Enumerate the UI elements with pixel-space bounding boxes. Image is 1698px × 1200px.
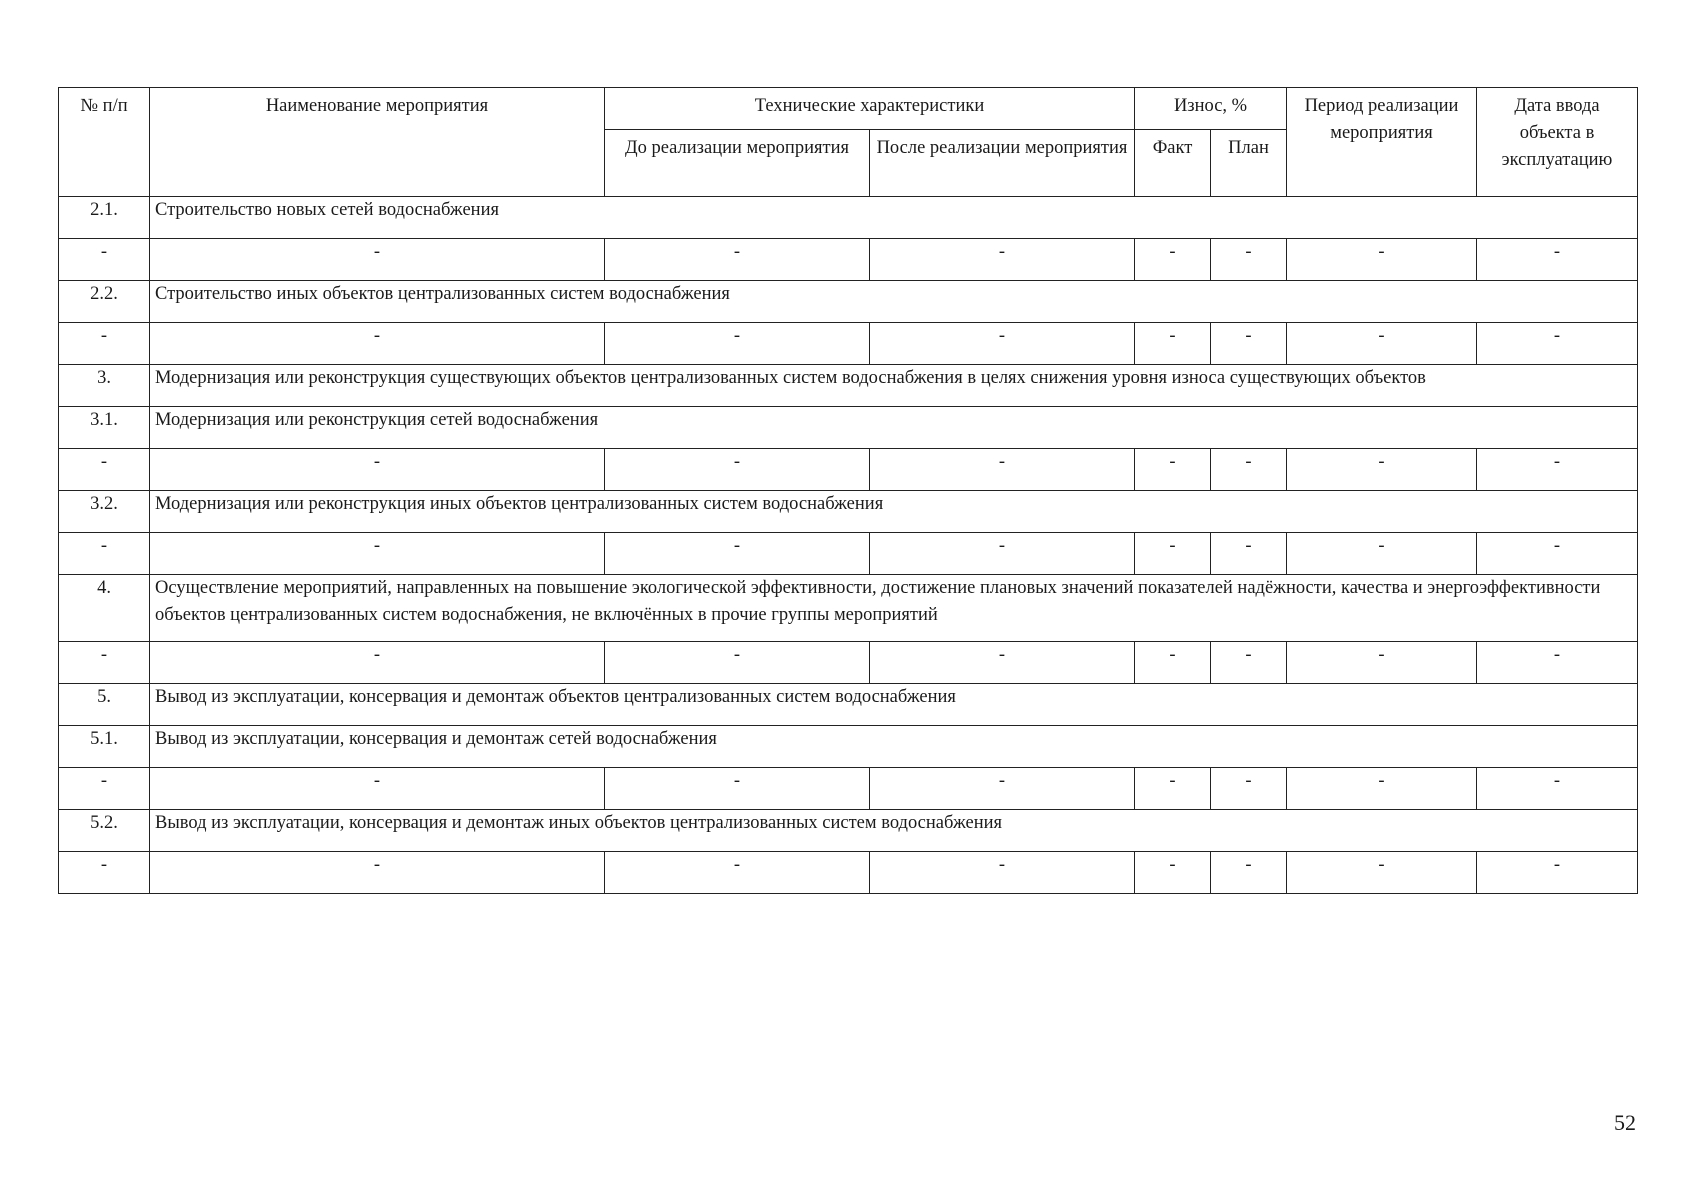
section-title: Модернизация или реконструкция существующих объектов централизованных систем водоснабжения в целях снижения уровня износа существующих объектов <box>150 365 1638 407</box>
cell-wear-fact: - <box>1135 449 1211 491</box>
cell-tech-after: - <box>870 449 1135 491</box>
table-row <box>59 852 1638 894</box>
cell-number: - <box>59 239 150 281</box>
section-row <box>59 726 1638 768</box>
cell-activity-name: - <box>150 449 605 491</box>
section-title: Вывод из эксплуатации, консервация и демонтаж объектов централизованных систем водоснабжения <box>150 684 1638 726</box>
cell-period: - <box>1287 533 1477 575</box>
cell-number: - <box>59 768 150 810</box>
section-number: 5. <box>59 684 150 726</box>
activities-table <box>58 87 1638 894</box>
cell-wear-fact: - <box>1135 642 1211 684</box>
section-row <box>59 810 1638 852</box>
cell-period: - <box>1287 642 1477 684</box>
header-tech-after: После реализации мероприятия <box>870 130 1135 197</box>
cell-number: - <box>59 449 150 491</box>
cell-wear-fact: - <box>1135 239 1211 281</box>
cell-tech-before: - <box>605 449 870 491</box>
section-row <box>59 197 1638 239</box>
section-title: Вывод из эксплуатации, консервация и демонтаж иных объектов централизованных систем водоснабжения <box>150 810 1638 852</box>
cell-number: - <box>59 533 150 575</box>
cell-commission-date: - <box>1477 768 1638 810</box>
cell-activity-name: - <box>150 323 605 365</box>
cell-tech-before: - <box>605 239 870 281</box>
header-period: Период реализации мероприятия <box>1287 88 1477 197</box>
section-row <box>59 575 1638 642</box>
cell-tech-before: - <box>605 642 870 684</box>
cell-activity-name: - <box>150 768 605 810</box>
cell-number: - <box>59 642 150 684</box>
section-row <box>59 684 1638 726</box>
cell-wear-plan: - <box>1211 642 1287 684</box>
header-tech-specs: Технические характеристики <box>605 88 1135 130</box>
cell-wear-plan: - <box>1211 852 1287 894</box>
table-row <box>59 239 1638 281</box>
table-row <box>59 533 1638 575</box>
section-row <box>59 491 1638 533</box>
cell-commission-date: - <box>1477 852 1638 894</box>
cell-commission-date: - <box>1477 533 1638 575</box>
cell-wear-fact: - <box>1135 323 1211 365</box>
table-row <box>59 323 1638 365</box>
cell-commission-date: - <box>1477 642 1638 684</box>
section-title: Модернизация или реконструкция сетей водоснабжения <box>150 407 1638 449</box>
section-number: 4. <box>59 575 150 642</box>
cell-tech-before: - <box>605 768 870 810</box>
cell-wear-plan: - <box>1211 768 1287 810</box>
cell-period: - <box>1287 852 1477 894</box>
section-number: 2.1. <box>59 197 150 239</box>
table-row <box>59 449 1638 491</box>
cell-tech-after: - <box>870 533 1135 575</box>
cell-wear-plan: - <box>1211 449 1287 491</box>
section-number: 5.2. <box>59 810 150 852</box>
header-number: № п/п <box>59 88 150 197</box>
cell-commission-date: - <box>1477 239 1638 281</box>
cell-tech-after: - <box>870 768 1135 810</box>
cell-activity-name: - <box>150 239 605 281</box>
cell-activity-name: - <box>150 852 605 894</box>
cell-period: - <box>1287 323 1477 365</box>
section-number: 3.2. <box>59 491 150 533</box>
cell-period: - <box>1287 768 1477 810</box>
cell-tech-after: - <box>870 642 1135 684</box>
cell-tech-before: - <box>605 323 870 365</box>
cell-period: - <box>1287 239 1477 281</box>
cell-tech-before: - <box>605 852 870 894</box>
section-title: Осуществление мероприятий, направленных на повышение экологической эффективности, достижение плановых значений показателей надёжности, качества и энергоэффективности объектов централизованных систем водоснабжения, не включённых в прочие группы мероприятий <box>150 575 1638 642</box>
header-wear-plan: План <box>1211 130 1287 197</box>
header-wear-fact: Факт <box>1135 130 1211 197</box>
page-number: 52 <box>1614 1110 1636 1135</box>
section-row <box>59 407 1638 449</box>
cell-activity-name: - <box>150 533 605 575</box>
section-number: 2.2. <box>59 281 150 323</box>
header-commission-date: Дата ввода объекта в эксплуатацию <box>1477 88 1638 197</box>
cell-wear-plan: - <box>1211 239 1287 281</box>
section-title: Модернизация или реконструкция иных объектов централизованных систем водоснабжения <box>150 491 1638 533</box>
table-row <box>59 768 1638 810</box>
cell-number: - <box>59 852 150 894</box>
cell-wear-fact: - <box>1135 768 1211 810</box>
header-activity-name: Наименование мероприятия <box>150 88 605 197</box>
cell-tech-after: - <box>870 852 1135 894</box>
cell-wear-plan: - <box>1211 323 1287 365</box>
section-title: Строительство иных объектов централизованных систем водоснабжения <box>150 281 1638 323</box>
cell-commission-date: - <box>1477 323 1638 365</box>
section-row <box>59 365 1638 407</box>
section-number: 5.1. <box>59 726 150 768</box>
cell-number: - <box>59 323 150 365</box>
cell-tech-before: - <box>605 533 870 575</box>
cell-activity-name: - <box>150 642 605 684</box>
cell-period: - <box>1287 449 1477 491</box>
section-title: Строительство новых сетей водоснабжения <box>150 197 1638 239</box>
header-tech-before: До реализации мероприятия <box>605 130 870 197</box>
header-wear: Износ, % <box>1135 88 1287 130</box>
cell-wear-fact: - <box>1135 533 1211 575</box>
section-title: Вывод из эксплуатации, консервация и демонтаж сетей водоснабжения <box>150 726 1638 768</box>
cell-commission-date: - <box>1477 449 1638 491</box>
cell-tech-after: - <box>870 323 1135 365</box>
cell-wear-plan: - <box>1211 533 1287 575</box>
section-number: 3. <box>59 365 150 407</box>
cell-wear-fact: - <box>1135 852 1211 894</box>
cell-tech-after: - <box>870 239 1135 281</box>
table-row <box>59 642 1638 684</box>
section-number: 3.1. <box>59 407 150 449</box>
section-row <box>59 281 1638 323</box>
